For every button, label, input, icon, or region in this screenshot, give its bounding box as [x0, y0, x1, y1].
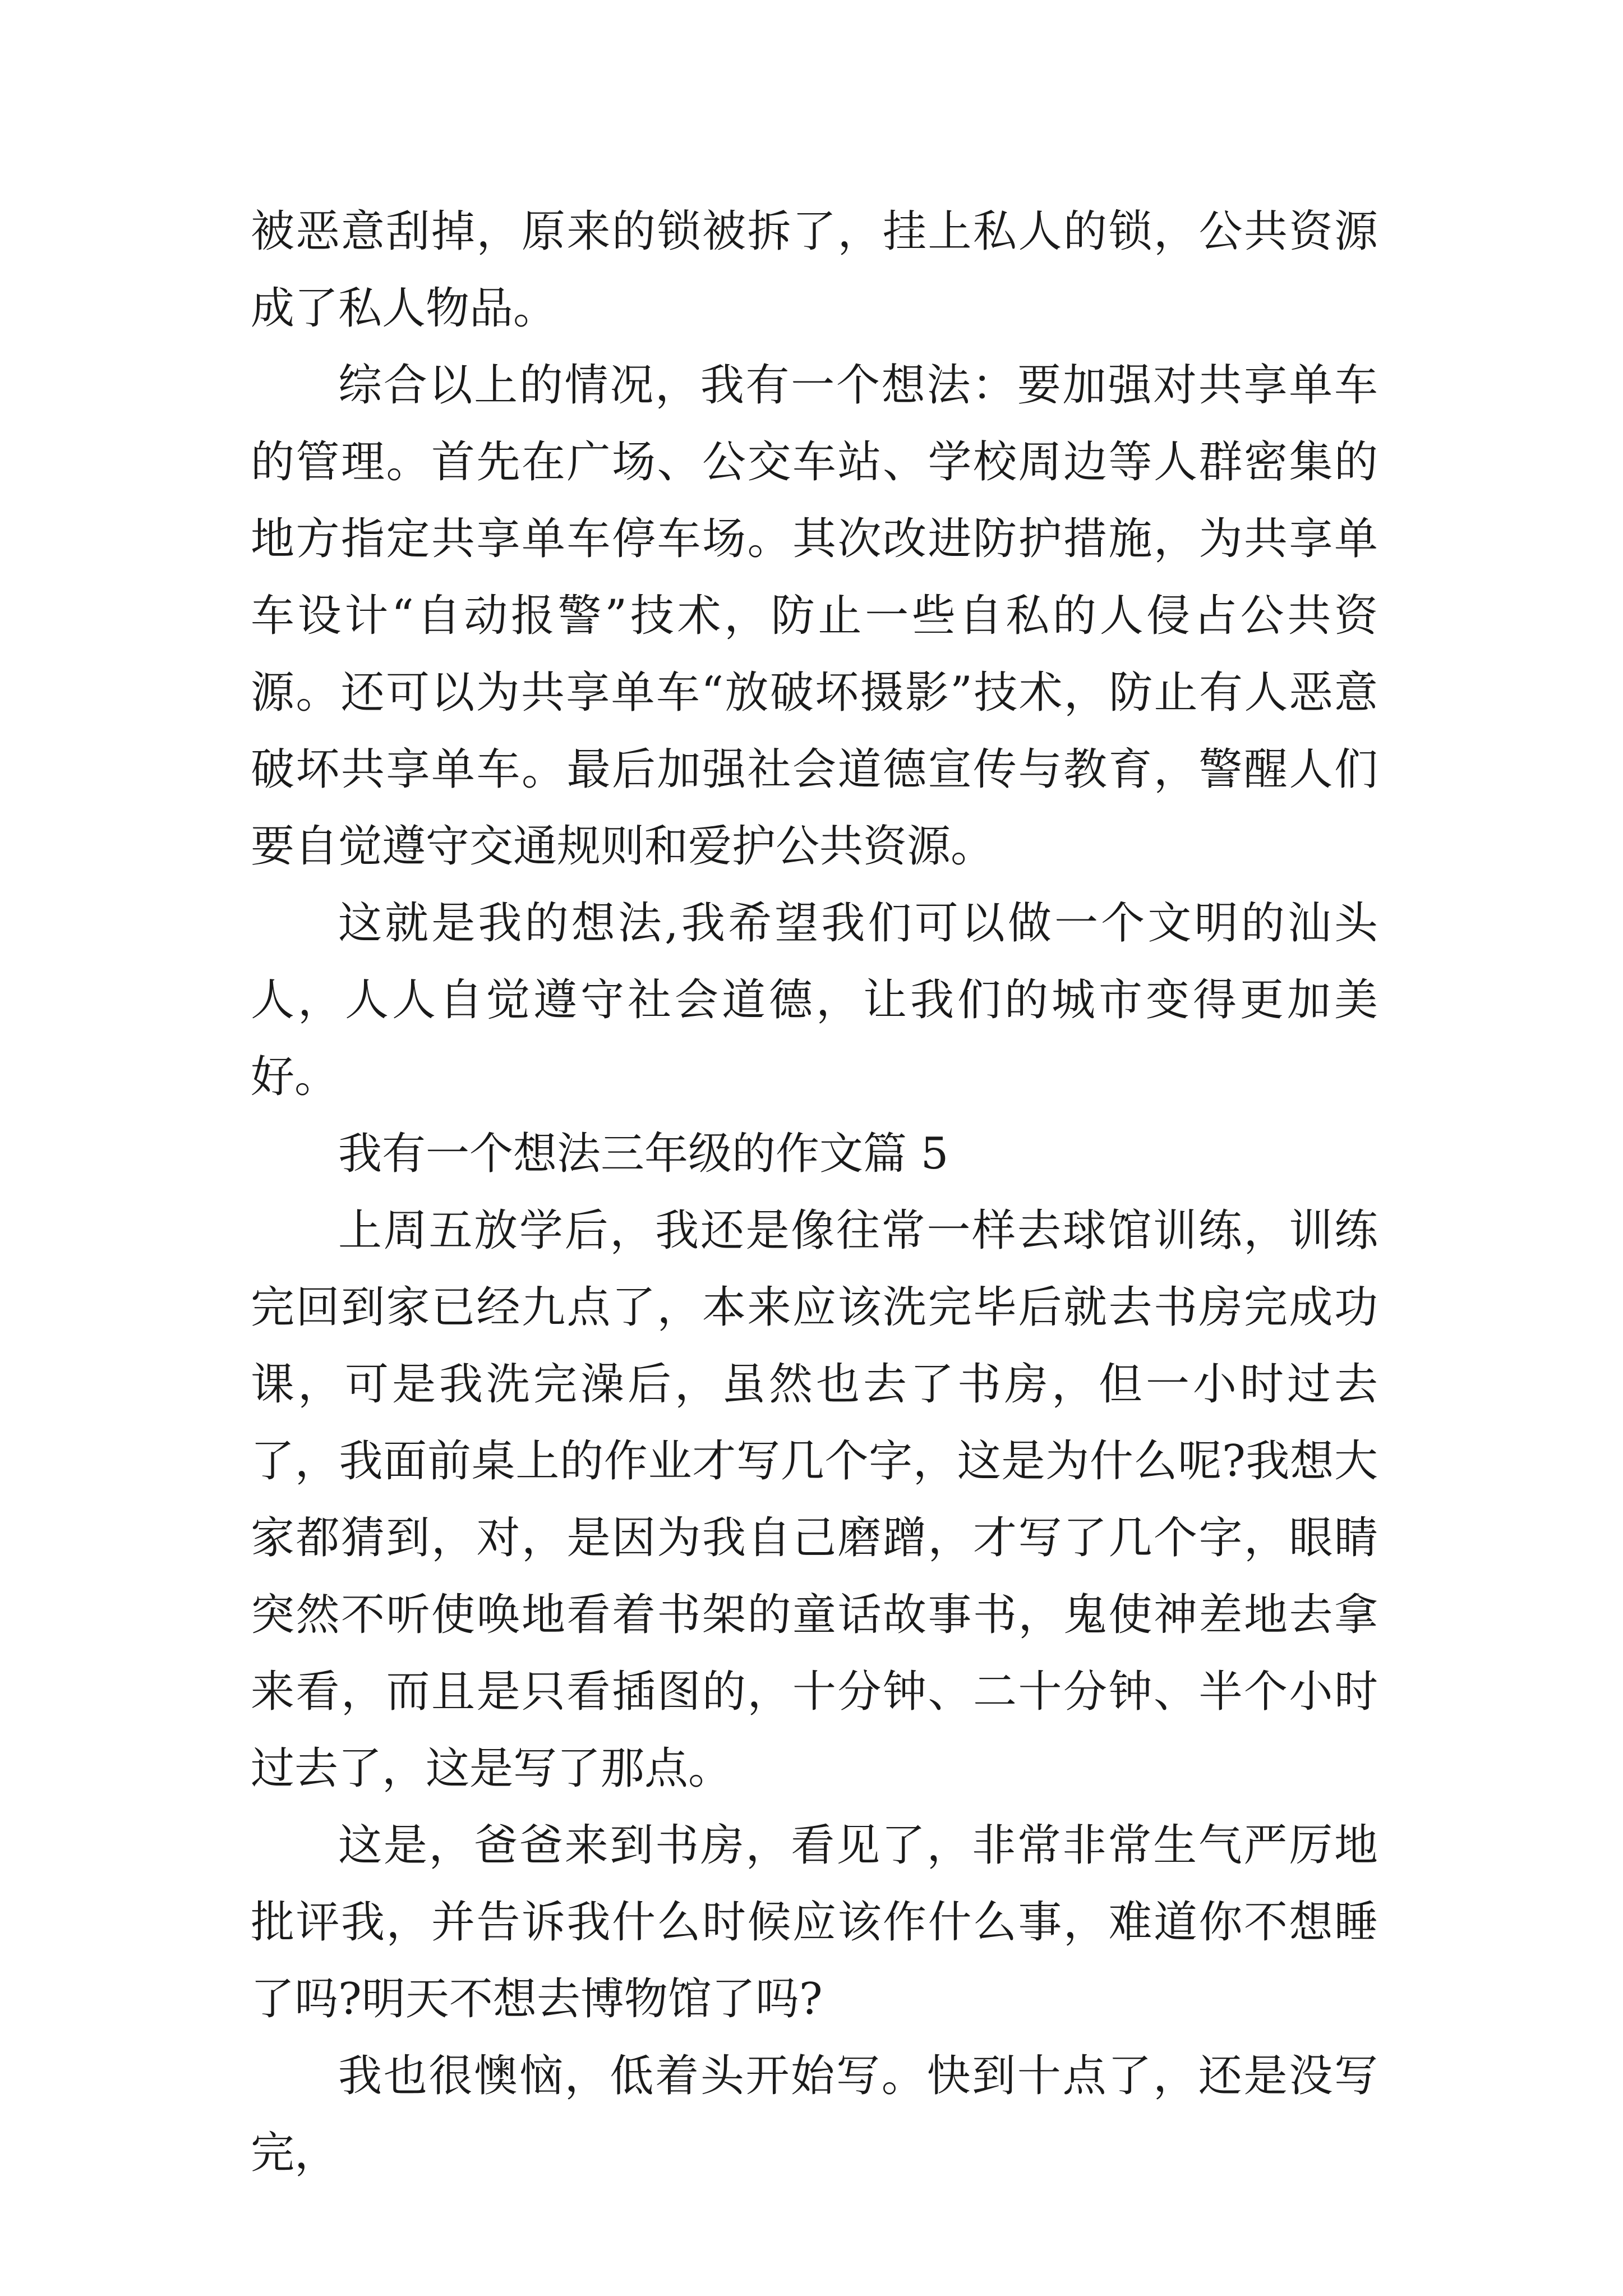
section-heading: 我有一个想法三年级的作文篇 5: [338, 1129, 949, 1179]
paragraph-conclusion: 这就是我的想法,我希望我们可以做一个文明的汕头人，人人自觉遵守社会道德，让我们的城市变得更加美好。: [251, 898, 1378, 1102]
paragraph-story-start: 上周五放学后，我还是像往常一样去球馆训练，训练完回到家已经九点了，本来应该洗完毕后就去书房完成功课，可是我洗完澡后，虽然也去了书房，但一小时过去了，我面前桌上的作业才写几个字，这是为什么呢?我想大家都猜到，对，是因为我自己磨蹭，才写了几个字，眼睛突然不听使唤地看着书架的童话故事书，鬼使神差地去拿来看，而且是只看插图的，十分钟、二十分钟、半个小时过去了，这是写了那点。: [251, 1205, 1378, 1794]
paragraph-regret: 我也很懊恼，低着头开始写。快到十点了，还是没写完，: [251, 2051, 1378, 2178]
document-body: [251, 194, 1378, 2192]
paragraph-continuation: 被恶意刮掉，原来的锁被拆了，挂上私人的锁，公共资源成了私人物品。: [251, 206, 1378, 334]
paragraph-father: 这是，爸爸来到书房，看见了，非常非常生气严厉地批评我，并告诉我什么时候应该作什么事，难道你不想睡了吗?明天不想去博物馆了吗?: [251, 1820, 1378, 2024]
paragraph-proposal: 综合以上的情况，我有一个想法：要加强对共享单车的管理。首先在广场、公交车站、学校周边等人群密集的地方指定共享单车停车场。其次改进防护措施，为共享单车设计“自动报警”技术，防止一些自私的人侵占公共资源。还可以为共享单车“放破坏摄影”技术，防止有人恶意破坏共享单车。最后加强社会道德宣传与教育，警醒人们要自觉遵守交通规则和爱护公共资源。: [251, 360, 1378, 872]
